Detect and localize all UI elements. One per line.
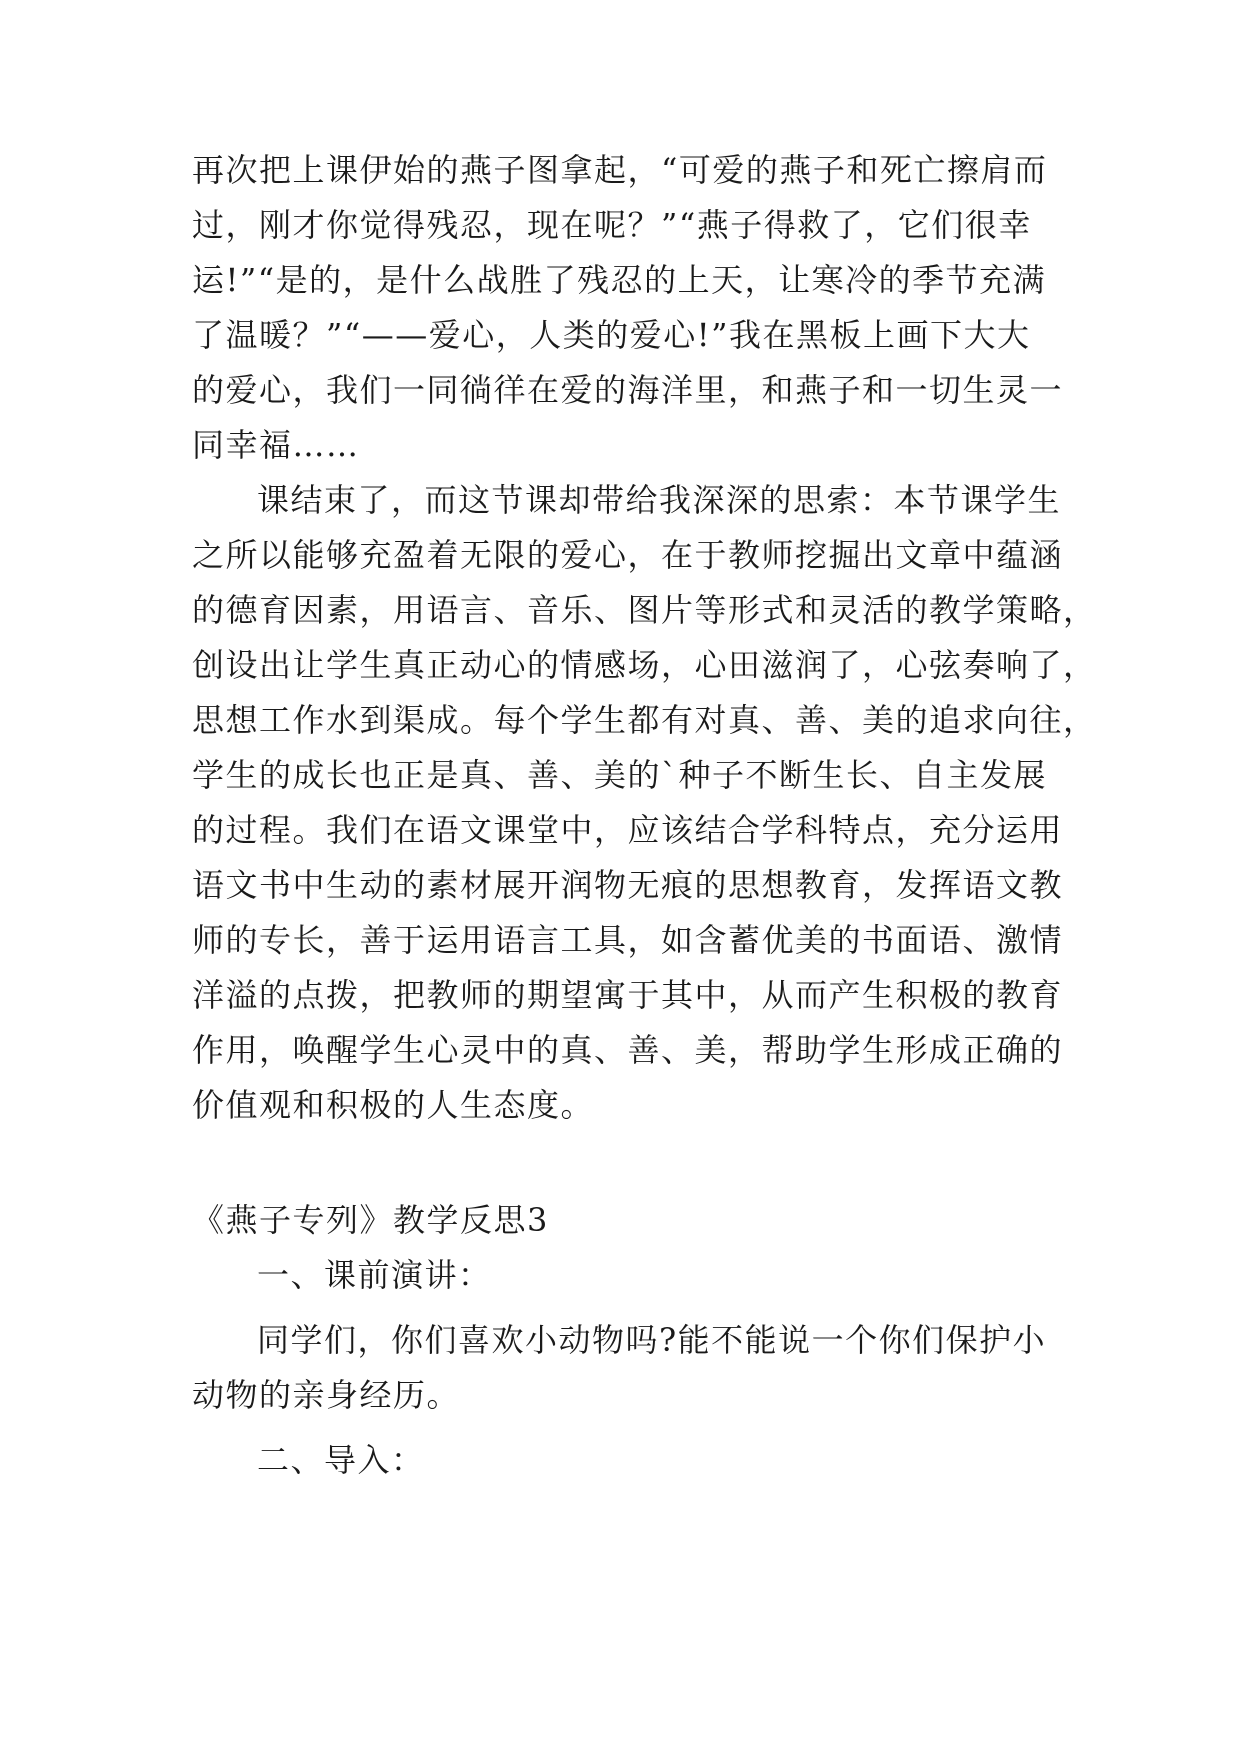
paragraph-line: 洋溢的点拨，把教师的期望寓于其中，从而产生积极的教育 — [192, 976, 1064, 1014]
paragraph-line: 同幸福…… — [192, 426, 360, 464]
paragraph-line: 师的专长，善于运用语言工具，如含蓄优美的书面语、激情 — [192, 921, 1064, 959]
paragraph-line: 价值观和积极的人生态度。 — [192, 1086, 595, 1124]
paragraph-line: 的过程。我们在语文课堂中，应该结合学科特点，充分运用 — [192, 811, 1064, 849]
paragraph-line: 过，刚才你觉得残忍，现在呢？”“燕子得救了，它们很幸 — [192, 206, 1032, 244]
paragraph-line: 同学们，你们喜欢小动物吗?能不能说一个你们保护小 — [257, 1321, 1047, 1359]
section-title: 《燕子专列》教学反思3 — [192, 1201, 549, 1239]
paragraph-line: 运!”“是的，是什么战胜了残忍的上天，让寒冷的季节充满 — [192, 261, 1047, 299]
paragraph-line: 再次把上课伊始的燕子图拿起，“可爱的燕子和死亡擦肩而 — [192, 151, 1048, 189]
heading-introduction: 二、导入： — [257, 1441, 425, 1479]
paragraph-line: 动物的亲身经历。 — [192, 1376, 461, 1414]
paragraph-line: 了温暖？”“——爱心，人类的爱心!”我在黑板上画下大大 — [192, 316, 1031, 354]
paragraph-line: 作用，唤醒学生心灵中的真、善、美，帮助学生形成正确的 — [192, 1031, 1064, 1069]
paragraph-line: 创设出让学生真正动心的情感场，心田滋润了，心弦奏响了， — [192, 646, 1097, 684]
paragraph-line: 语文书中生动的素材展开润物无痕的思想教育，发挥语文教 — [192, 866, 1064, 904]
paragraph-line: 思想工作水到渠成。每个学生都有对真、善、美的追求向往， — [192, 701, 1097, 739]
heading-pre-class-speech: 一、课前演讲： — [257, 1256, 492, 1294]
paragraph-line: 之所以能够充盈着无限的爱心，在于教师挖掘出文章中蕴涵 — [192, 536, 1064, 574]
paragraph-line: 学生的成长也正是真、善、美的`种子不断生长、自主发展 — [192, 756, 1048, 794]
paragraph-line: 课结束了，而这节课却带给我深深的思索：本节课学生 — [257, 481, 1062, 519]
paragraph-line: 的爱心，我们一同徜徉在爱的海洋里，和燕子和一切生灵一 — [192, 371, 1064, 409]
paragraph-line: 的德育因素，用语言、音乐、图片等形式和灵活的教学策略， — [192, 591, 1097, 629]
